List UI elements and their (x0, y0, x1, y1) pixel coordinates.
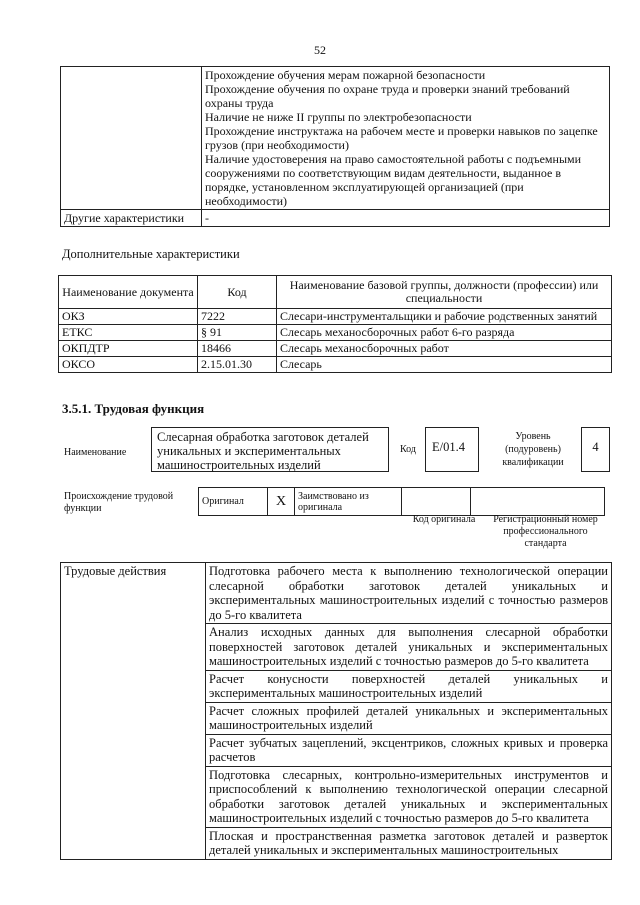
labor-actions-table (60, 562, 612, 860)
table-row (59, 325, 612, 341)
additional-table (58, 275, 612, 373)
function-code: E/01.4 (425, 427, 479, 472)
requirements-table (60, 66, 610, 227)
cell-document: ЕТКС (59, 325, 198, 341)
level-value: 4 (581, 427, 610, 472)
labor-action: Плоская и пространственная разметка заготовок деталей и разверток деталей уникальных и экспериментальных машиностроительных (206, 827, 612, 859)
reg-number-cell (471, 488, 605, 516)
code-original-cell (402, 488, 471, 516)
requirements-cell (202, 67, 610, 210)
requirement-line: Прохождение инструктажа на рабочем месте и проверки навыков по зацепке грузов (при необходимости) (205, 124, 598, 152)
name-label: Наименование (64, 447, 127, 458)
col-header-group: Наименование базовой группы, должности (профессии) или специальности (277, 276, 612, 309)
table-row (59, 309, 612, 325)
requirement-line: Прохождение обучения мерам пожарной безопасности (205, 68, 486, 82)
labor-action: Расчет конусности поверхностей деталей уникальных и экспериментальных машиностроительных изделий (206, 670, 612, 702)
cell-document: ОКСО (59, 357, 198, 373)
requirement-line: Наличие удостоверения на право самостоятельной работы с подъемными сооружениями по соответствующим видам деятельности, выданное в порядке, установленном эксплуатирующей организацией (при необходимости) (205, 152, 582, 208)
labor-action: Расчет зубчатых зацеплений, эксцентриков, сложных кривых и проверка расчетов (206, 734, 612, 766)
cell-group: Слесарь механосборочных работ 6-го разряда (277, 325, 612, 341)
additional-heading: Дополнительные характеристики (62, 247, 240, 261)
cell-code: 7222 (198, 309, 277, 325)
labor-action: Анализ исходных данных для выполнения слесарной обработки поверхностей заготовок деталей уникальных и экспериментальных машиностроительных изделий с точностью размеров до 5-го квалитета (206, 624, 612, 671)
function-title: 3.5.1. Трудовая функция (62, 401, 205, 416)
other-characteristics-label: Другие характеристики (61, 210, 202, 227)
cell-document: ОКПДТР (59, 341, 198, 357)
labor-action: Подготовка слесарных, контрольно-измерительных инструментов и приспособлений к выполнению технологической операции слесарной обработки заготовок деталей уникальных и экспериментальных машиностроительных изделий с точностью размеров до 5-го квалитета (206, 766, 612, 827)
reg-number-label: Регистрационный номер профессионального стандарта (493, 514, 598, 549)
cell-code: 18466 (198, 341, 277, 357)
table-row (61, 563, 612, 624)
original-mark: X (268, 488, 295, 516)
code-original-label: Код оригинала (412, 514, 476, 525)
origin-table (198, 487, 605, 516)
labor-action: Подготовка рабочего места к выполнению технологической операции слесарной обработки заготовок деталей уникальных и экспериментальных машиностроительных изделий с точностью размеров до 5-го квалитета (206, 563, 612, 624)
cell-group: Слесари-инструментальщики и рабочие родственных занятий (277, 309, 612, 325)
borrowed-label: Заимствовано из оригинала (295, 488, 402, 516)
col-header-document: Наименование документа (59, 276, 198, 309)
table-row (59, 357, 612, 373)
origin-label: Происхождение трудовой функции (64, 491, 174, 514)
cell-code: § 91 (198, 325, 277, 341)
other-characteristics-value: - (202, 210, 610, 227)
col-header-code: Код (198, 276, 277, 309)
labor-actions-label: Трудовые действия (61, 563, 206, 860)
table-row (59, 341, 612, 357)
cell-group: Слесарь механосборочных работ (277, 341, 612, 357)
page-number: 52 (314, 43, 326, 57)
requirement-line: Прохождение обучения по охране труда и проверки знаний требований охраны труда (205, 82, 570, 110)
requirement-line: Наличие не ниже II группы по электробезопасности (205, 110, 472, 124)
cell-group: Слесарь (277, 357, 612, 373)
cell-code: 2.15.01.30 (198, 357, 277, 373)
code-label: Код (400, 444, 416, 455)
original-label: Оригинал (199, 488, 268, 516)
function-name: Слесарная обработка заготовок деталей уникальных и экспериментальных машиностроительных изделий (151, 427, 389, 472)
cell-document: ОКЗ (59, 309, 198, 325)
level-label: Уровень (подуровень) квалификации (502, 431, 564, 468)
empty-cell (61, 67, 202, 210)
labor-action: Расчет сложных профилей деталей уникальных и экспериментальных машиностроительных изделий (206, 702, 612, 734)
